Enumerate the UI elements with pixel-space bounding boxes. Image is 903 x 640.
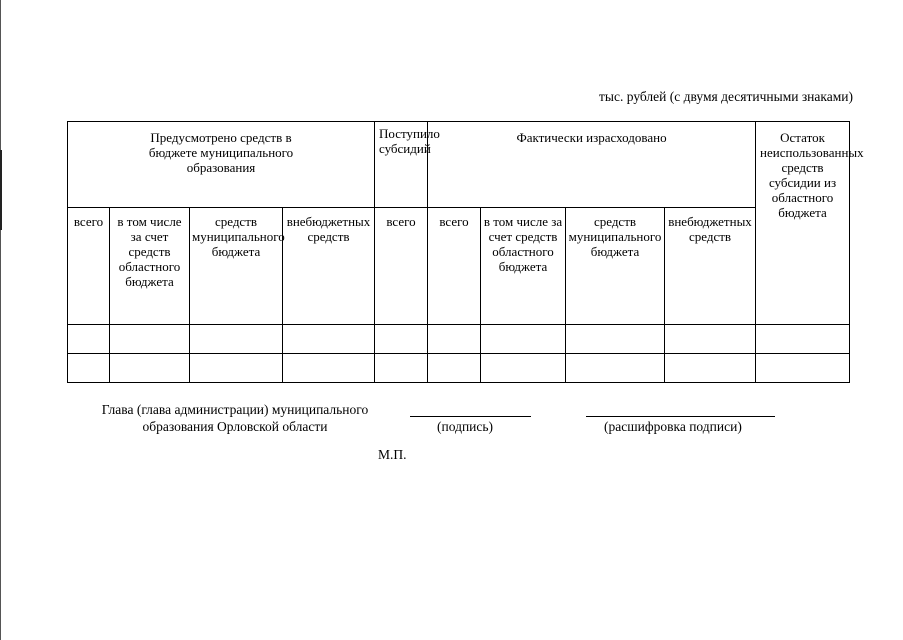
decoding-line[interactable] — [586, 416, 775, 417]
sub-planned-municipal: средств муниципального бюджета — [190, 208, 283, 325]
table-cell[interactable] — [756, 354, 850, 383]
table-cell[interactable] — [110, 354, 190, 383]
sub-planned-extrabudgetary: внебюджетных средств — [283, 208, 375, 325]
sub-received-total: всего — [375, 208, 428, 325]
table-cell[interactable] — [375, 325, 428, 354]
table-cell[interactable] — [190, 325, 283, 354]
subsidy-report-table — [67, 121, 864, 383]
page-edge — [0, 0, 1, 640]
position-line-2: образования Орловской области — [142, 419, 328, 434]
table-cell[interactable] — [190, 354, 283, 383]
position-title — [70, 401, 400, 435]
table-row — [68, 354, 850, 383]
header-remainder: Остаток неиспользованных средств субсидии из областного бюджета — [756, 122, 850, 325]
stamp-place: М.П. — [378, 447, 407, 462]
sub-spent-total: всего — [428, 208, 481, 325]
sub-spent-extrabudgetary: внебюджетных средств — [665, 208, 756, 325]
sub-spent-regional: в том числе за счет средств областного бюджета — [481, 208, 566, 325]
sub-planned-regional: в том числе за счет средств областного бюджета — [110, 208, 190, 325]
sub-planned-total: всего — [68, 208, 110, 325]
table-cell[interactable] — [566, 354, 665, 383]
page-edge-binding — [0, 150, 2, 230]
header-planned: Предусмотрено средств в бюджете муниципального образования — [68, 122, 375, 208]
table-cell[interactable] — [375, 354, 428, 383]
header-received: Поступило субсидий — [375, 122, 428, 208]
table-cell[interactable] — [283, 325, 375, 354]
table-cell[interactable] — [566, 325, 665, 354]
table-cell[interactable] — [283, 354, 375, 383]
decoding-label: (расшифровка подписи) — [604, 419, 742, 434]
header-spent: Фактически израсходовано — [428, 122, 756, 208]
table-cell[interactable] — [665, 354, 756, 383]
table-row — [68, 325, 850, 354]
table-cell[interactable] — [68, 325, 110, 354]
table-cell[interactable] — [428, 354, 481, 383]
table-cell[interactable] — [428, 325, 481, 354]
table-cell[interactable] — [481, 354, 566, 383]
units-note: тыс. рублей (с двумя десятичными знаками) — [599, 89, 853, 104]
signature-line[interactable] — [410, 416, 531, 417]
signature-label: (подпись) — [437, 419, 494, 434]
table-cell[interactable] — [756, 325, 850, 354]
table-cell[interactable] — [110, 325, 190, 354]
sub-spent-municipal: средств муниципального бюджета — [566, 208, 665, 325]
position-line-1: Глава (глава администрации) муниципального — [101, 402, 369, 417]
table-cell[interactable] — [665, 325, 756, 354]
table-cell[interactable] — [68, 354, 110, 383]
table-cell[interactable] — [481, 325, 566, 354]
